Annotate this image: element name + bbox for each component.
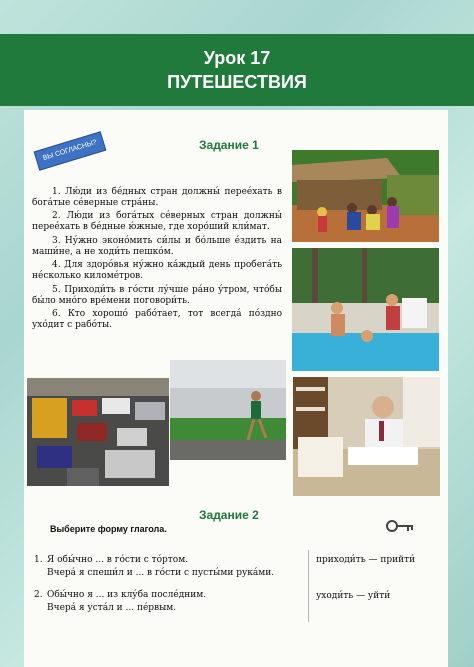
exercise-number: 1. xyxy=(34,555,43,565)
lesson-number: Урок 17 xyxy=(203,48,271,68)
exercise-line: Обы́чно я ... из клу́ба после́дним. xyxy=(47,590,207,600)
exercise-line: Я обы́чно ... в го́сти с то́ртом. xyxy=(47,555,189,565)
key-icon xyxy=(386,518,414,537)
statement-item: 6. Кто хорошо́ рабо́тает, тот всегда́ по́здно ухо́дит с рабо́ты. xyxy=(32,308,282,330)
exercise-item xyxy=(34,554,274,580)
village-photo xyxy=(292,150,439,242)
verb-pair: уходи́ть — уйти́ xyxy=(316,591,391,601)
exercise-item xyxy=(34,589,206,615)
agree-stamp: ВЫ СОГЛАСНЫ? xyxy=(34,131,107,171)
task2-instruction: Выберите форму глагола. xyxy=(50,524,167,534)
task1-title: Задание 1 xyxy=(199,138,259,152)
exercise-number: 2. xyxy=(34,590,43,600)
lesson-header xyxy=(0,34,474,106)
exercise-line: Вчера́ я уста́л и ... пе́рвым. xyxy=(47,603,177,613)
office-photo xyxy=(293,377,440,496)
verb-pair: приходи́ть — прийти́ xyxy=(316,555,416,565)
traffic-photo xyxy=(27,378,169,486)
statement-item: 1. Лю́ди из бе́дных стран должны́ переéхать в бога́тые се́верные стра́ны. xyxy=(32,187,282,209)
exercise-line: Вчера́ я спеши́л и ... в го́сти с пусты́ми рука́ми. xyxy=(47,568,275,578)
statement-item: 3. Ну́жно эконо́мить си́лы и бо́льше éздить на маши́не, а не ходи́ть пешко́м. xyxy=(32,235,282,257)
statement-item: 5. Приходи́ть в го́сти лу́чше ра́но у́тром, что́бы бы́ло мно́го вре́мени поговори́ть. xyxy=(32,284,282,306)
statement-item: 4. Для здоро́вья ну́жно ка́ждый день пробега́ть не́сколько киломе́тров. xyxy=(32,260,282,282)
statement-item: 2. Лю́ди из бога́тых се́верных стран должны́ переéхать в бе́дные ю́жные, где хоро́ший кли́мат. xyxy=(32,211,282,233)
task2-title: Задание 2 xyxy=(199,508,259,522)
runner-photo xyxy=(170,360,286,460)
lesson-topic: ПУТЕШЕСТВИЯ xyxy=(167,72,307,92)
column-divider xyxy=(308,550,309,622)
pool-photo xyxy=(292,248,439,371)
statements-list xyxy=(32,187,282,333)
